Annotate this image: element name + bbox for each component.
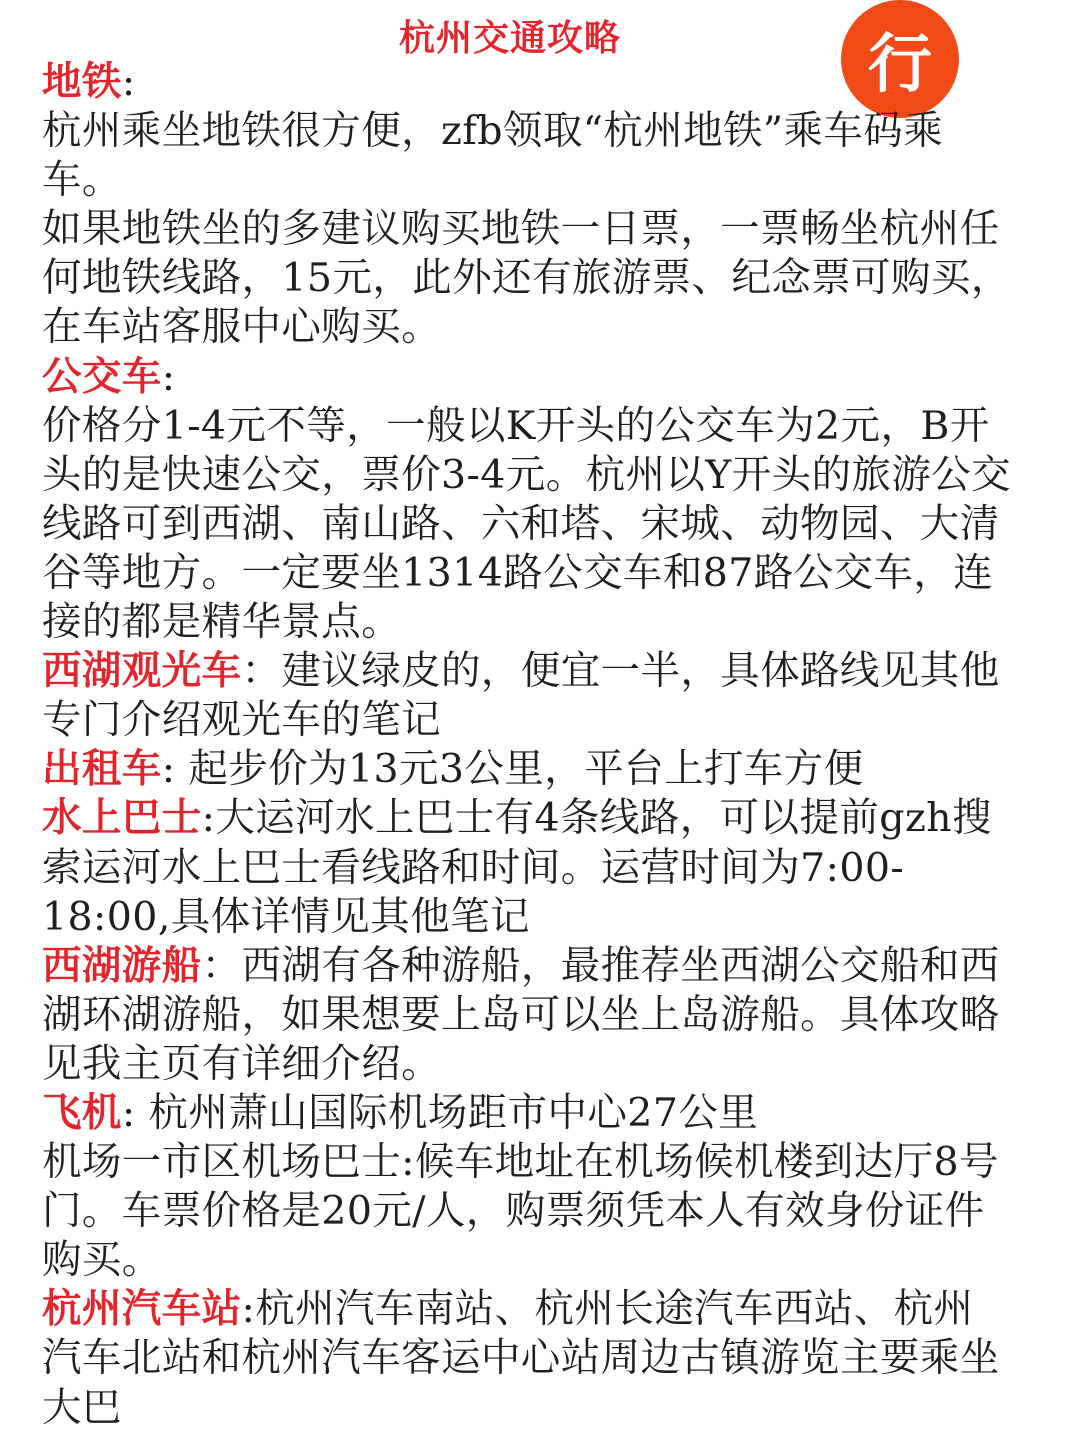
taxi-paragraph bbox=[42, 745, 1012, 794]
guide-content bbox=[42, 58, 1012, 1433]
section-heading: 飞机 bbox=[42, 1089, 122, 1136]
heading-punct: : bbox=[241, 1286, 256, 1333]
section-heading: 公交车 bbox=[42, 353, 162, 400]
subway-heading-paragraph bbox=[42, 58, 1012, 107]
plane-paragraph bbox=[42, 1089, 1012, 1138]
section-text: 杭州乘坐地铁很方便，zfb领取“杭州地铁”乘车码乘车。 bbox=[42, 108, 944, 204]
section-text: 杭州汽车南站、杭州长途汽车西站、杭州汽车北站和杭州汽车客运中心站周边古镇游览主要乘坐大巴 bbox=[42, 1286, 1000, 1431]
heading-punct: : bbox=[121, 59, 136, 105]
heading-punct: : bbox=[161, 746, 189, 793]
section-text: 价格分1-4元不等，一般以K开头的公交车为2元，B开头的是快速公交，票价3-4元。杭州以Y开头的旅游公交线路可到西湖、南山路、六和塔、宋城、动物园、大清谷等地方。一定要坐1314路公交车和87路公交车，连接的都是精华景点。 bbox=[42, 402, 1012, 646]
coach-paragraph bbox=[42, 1285, 1012, 1432]
heading-punct: ： bbox=[241, 648, 282, 695]
section-heading: 杭州汽车站 bbox=[42, 1286, 242, 1333]
section-text: 如果地铁坐的多建议购买地铁一日票，一票畅坐杭州任何地铁线路，15元，此外还有旅游票、纪念票可购买，在车站客服中心购买。 bbox=[42, 206, 1011, 351]
section-text: 杭州萧山国际机场距市中心27公里 bbox=[148, 1089, 759, 1136]
section-text: 大运河水上巴士有4条线路，可以提前gzh搜索运河水上巴士看线路和时间。运营时间为7:00-18:00,具体详情见其他笔记 bbox=[42, 795, 992, 940]
page-title: 杭州交通攻略 bbox=[398, 18, 621, 59]
waterbus-paragraph bbox=[42, 794, 1012, 941]
section-heading: 西湖游船 bbox=[42, 942, 202, 989]
section-heading: 水上巴士 bbox=[42, 795, 202, 842]
heading-punct: ： bbox=[201, 942, 242, 989]
bus-heading-paragraph bbox=[42, 353, 1012, 402]
section-heading: 出租车 bbox=[42, 746, 162, 793]
boat-paragraph bbox=[42, 942, 1012, 1089]
heading-punct: : bbox=[161, 353, 176, 400]
section-heading: 西湖观光车 bbox=[42, 648, 242, 695]
section-text: 起步价为13元3公里，平台上打车方便 bbox=[188, 746, 864, 793]
subway-paragraph-2 bbox=[42, 205, 1012, 352]
section-text: 建议绿皮的，便宜一半，具体路线见其他专门介绍观光车的笔记 bbox=[42, 648, 1000, 744]
heading-punct: : bbox=[121, 1089, 149, 1136]
bus-paragraph bbox=[42, 402, 1012, 647]
airport-bus-paragraph bbox=[42, 1138, 1012, 1285]
section-text: 西湖有各种游船，最推荐坐西湖公交船和西湖环湖游船，如果想要上岛可以坐上岛游船。具体攻略见我主页有详细介绍。 bbox=[42, 942, 1000, 1087]
heading-punct: : bbox=[201, 795, 216, 842]
section-heading: 地铁 bbox=[42, 59, 122, 105]
subway-paragraph-1 bbox=[42, 107, 1012, 205]
travel-badge-icon: 行 bbox=[841, 0, 959, 118]
sightseeing-paragraph bbox=[42, 647, 1012, 745]
section-text: 机场一市区机场巴士:候车地址在机场候机楼到达厅8号门。车票价格是20元/人，购票须凭本人有效身份证件购买。 bbox=[42, 1139, 999, 1284]
